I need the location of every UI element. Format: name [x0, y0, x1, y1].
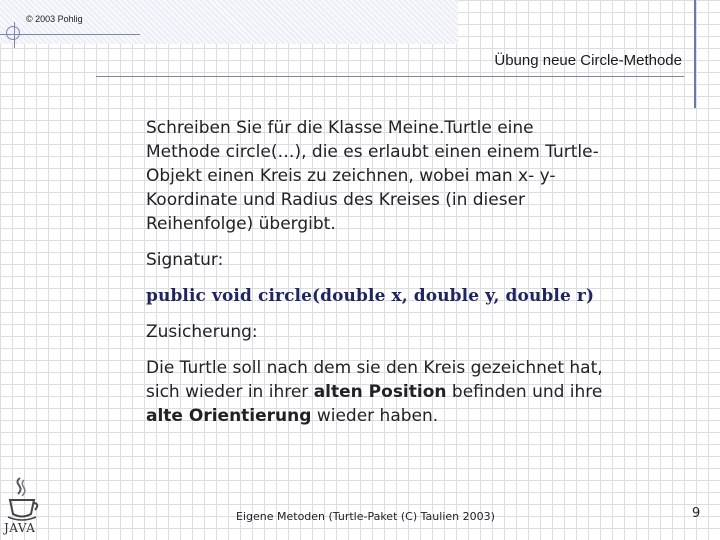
svg-text:JAVA: JAVA — [4, 521, 36, 535]
signature-code: public void circle(double x, double y, double r) — [146, 286, 595, 306]
assurance-paragraph — [146, 356, 606, 428]
assurance-text-3: wieder haben. — [311, 406, 439, 426]
intro-paragraph: Schreiben Sie für die Klasse Meine.Turtle eine Methode circle(…), die es erlaubt einen einem Turtle-Objekt einen Kreis zu zeichnen, wobei man x- y-Koordinate und Radius des Kreises (in dieser Reihenfolge) übergibt. — [146, 118, 599, 234]
decor-vertical-bar — [694, 0, 696, 108]
footer-text: Eigene Metoden (Turtle-Paket (C) Taulien 2003) — [236, 510, 495, 523]
java-logo-icon — [2, 472, 42, 536]
signature-label: Signatur: — [146, 250, 224, 270]
page-number: 9 — [692, 506, 701, 521]
title-underline — [96, 76, 684, 77]
decor-rule-horizontal — [0, 34, 140, 35]
assurance-emphasis-position: alten Position — [313, 382, 447, 402]
assurance-text-2: befinden und ihre — [446, 382, 603, 402]
copyright-notice: © 2003 Pohlig — [26, 14, 83, 24]
slide-title: Übung neue Circle-Methode — [494, 52, 682, 69]
decor-circle-icon — [6, 26, 20, 40]
assurance-emphasis-orientation: alte Orientierung — [146, 406, 312, 426]
slide-body — [146, 116, 606, 440]
assurance-text-1: Die Turtle soll nach dem sie den Kreis gezeichnet hat, sich wieder in ihrer — [146, 358, 603, 402]
assurance-label: Zusicherung: — [146, 322, 258, 342]
